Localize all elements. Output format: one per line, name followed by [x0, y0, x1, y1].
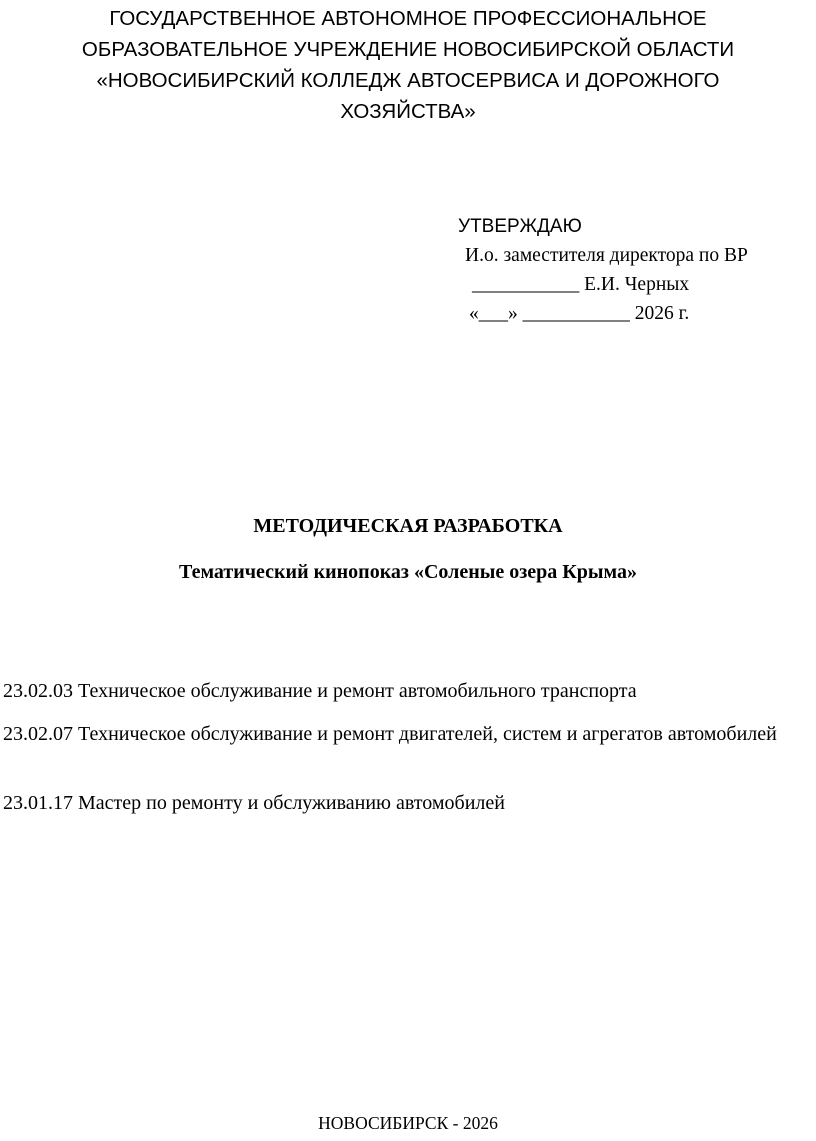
approval-position: И.о. заместителя директора по ВР [465, 245, 748, 266]
specialty-item: 23.02.03 Техническое обслуживание и ремонт автомобильного транспорта [3, 680, 637, 702]
approval-heading: УТВЕРЖДАЮ [458, 216, 582, 237]
specialty-item: 23.02.07 Техническое обслуживание и ремонт двигателей, систем и агрегатов автомобилей [3, 723, 777, 745]
approval-signature: ___________ Е.И. Черных [472, 274, 690, 295]
header-line-1: ГОСУДАРСТВЕННОЕ АВТОНОМНОЕ ПРОФЕССИОНАЛЬНОЕ [109, 7, 707, 30]
organization-header [20, 3, 796, 127]
footer-city-year: НОВОСИБИРСК - 2026 [318, 1113, 498, 1133]
specialty-item: 23.01.17 Мастер по ремонту и обслуживанию автомобилей [3, 792, 505, 814]
document-subtitle: Тематический кинопоказ «Соленые озера Крыма» [178, 561, 638, 583]
document-title: МЕТОДИЧЕСКАЯ РАЗРАБОТКА [253, 515, 563, 537]
approval-date: «___» ___________ 2026 г. [469, 303, 690, 324]
header-line-2: ОБРАЗОВАТЕЛЬНОЕ УЧРЕЖДЕНИЕ НОВОСИБИРСКОЙ ОБЛАСТИ [81, 38, 735, 61]
approval-block [458, 212, 748, 328]
header-line-3: «НОВОСИБИРСКИЙ КОЛЛЕДЖ АВТОСЕРВИСА И ДОРОЖНОГО [96, 69, 720, 92]
header-line-4: ХОЗЯЙСТВА» [340, 100, 476, 123]
